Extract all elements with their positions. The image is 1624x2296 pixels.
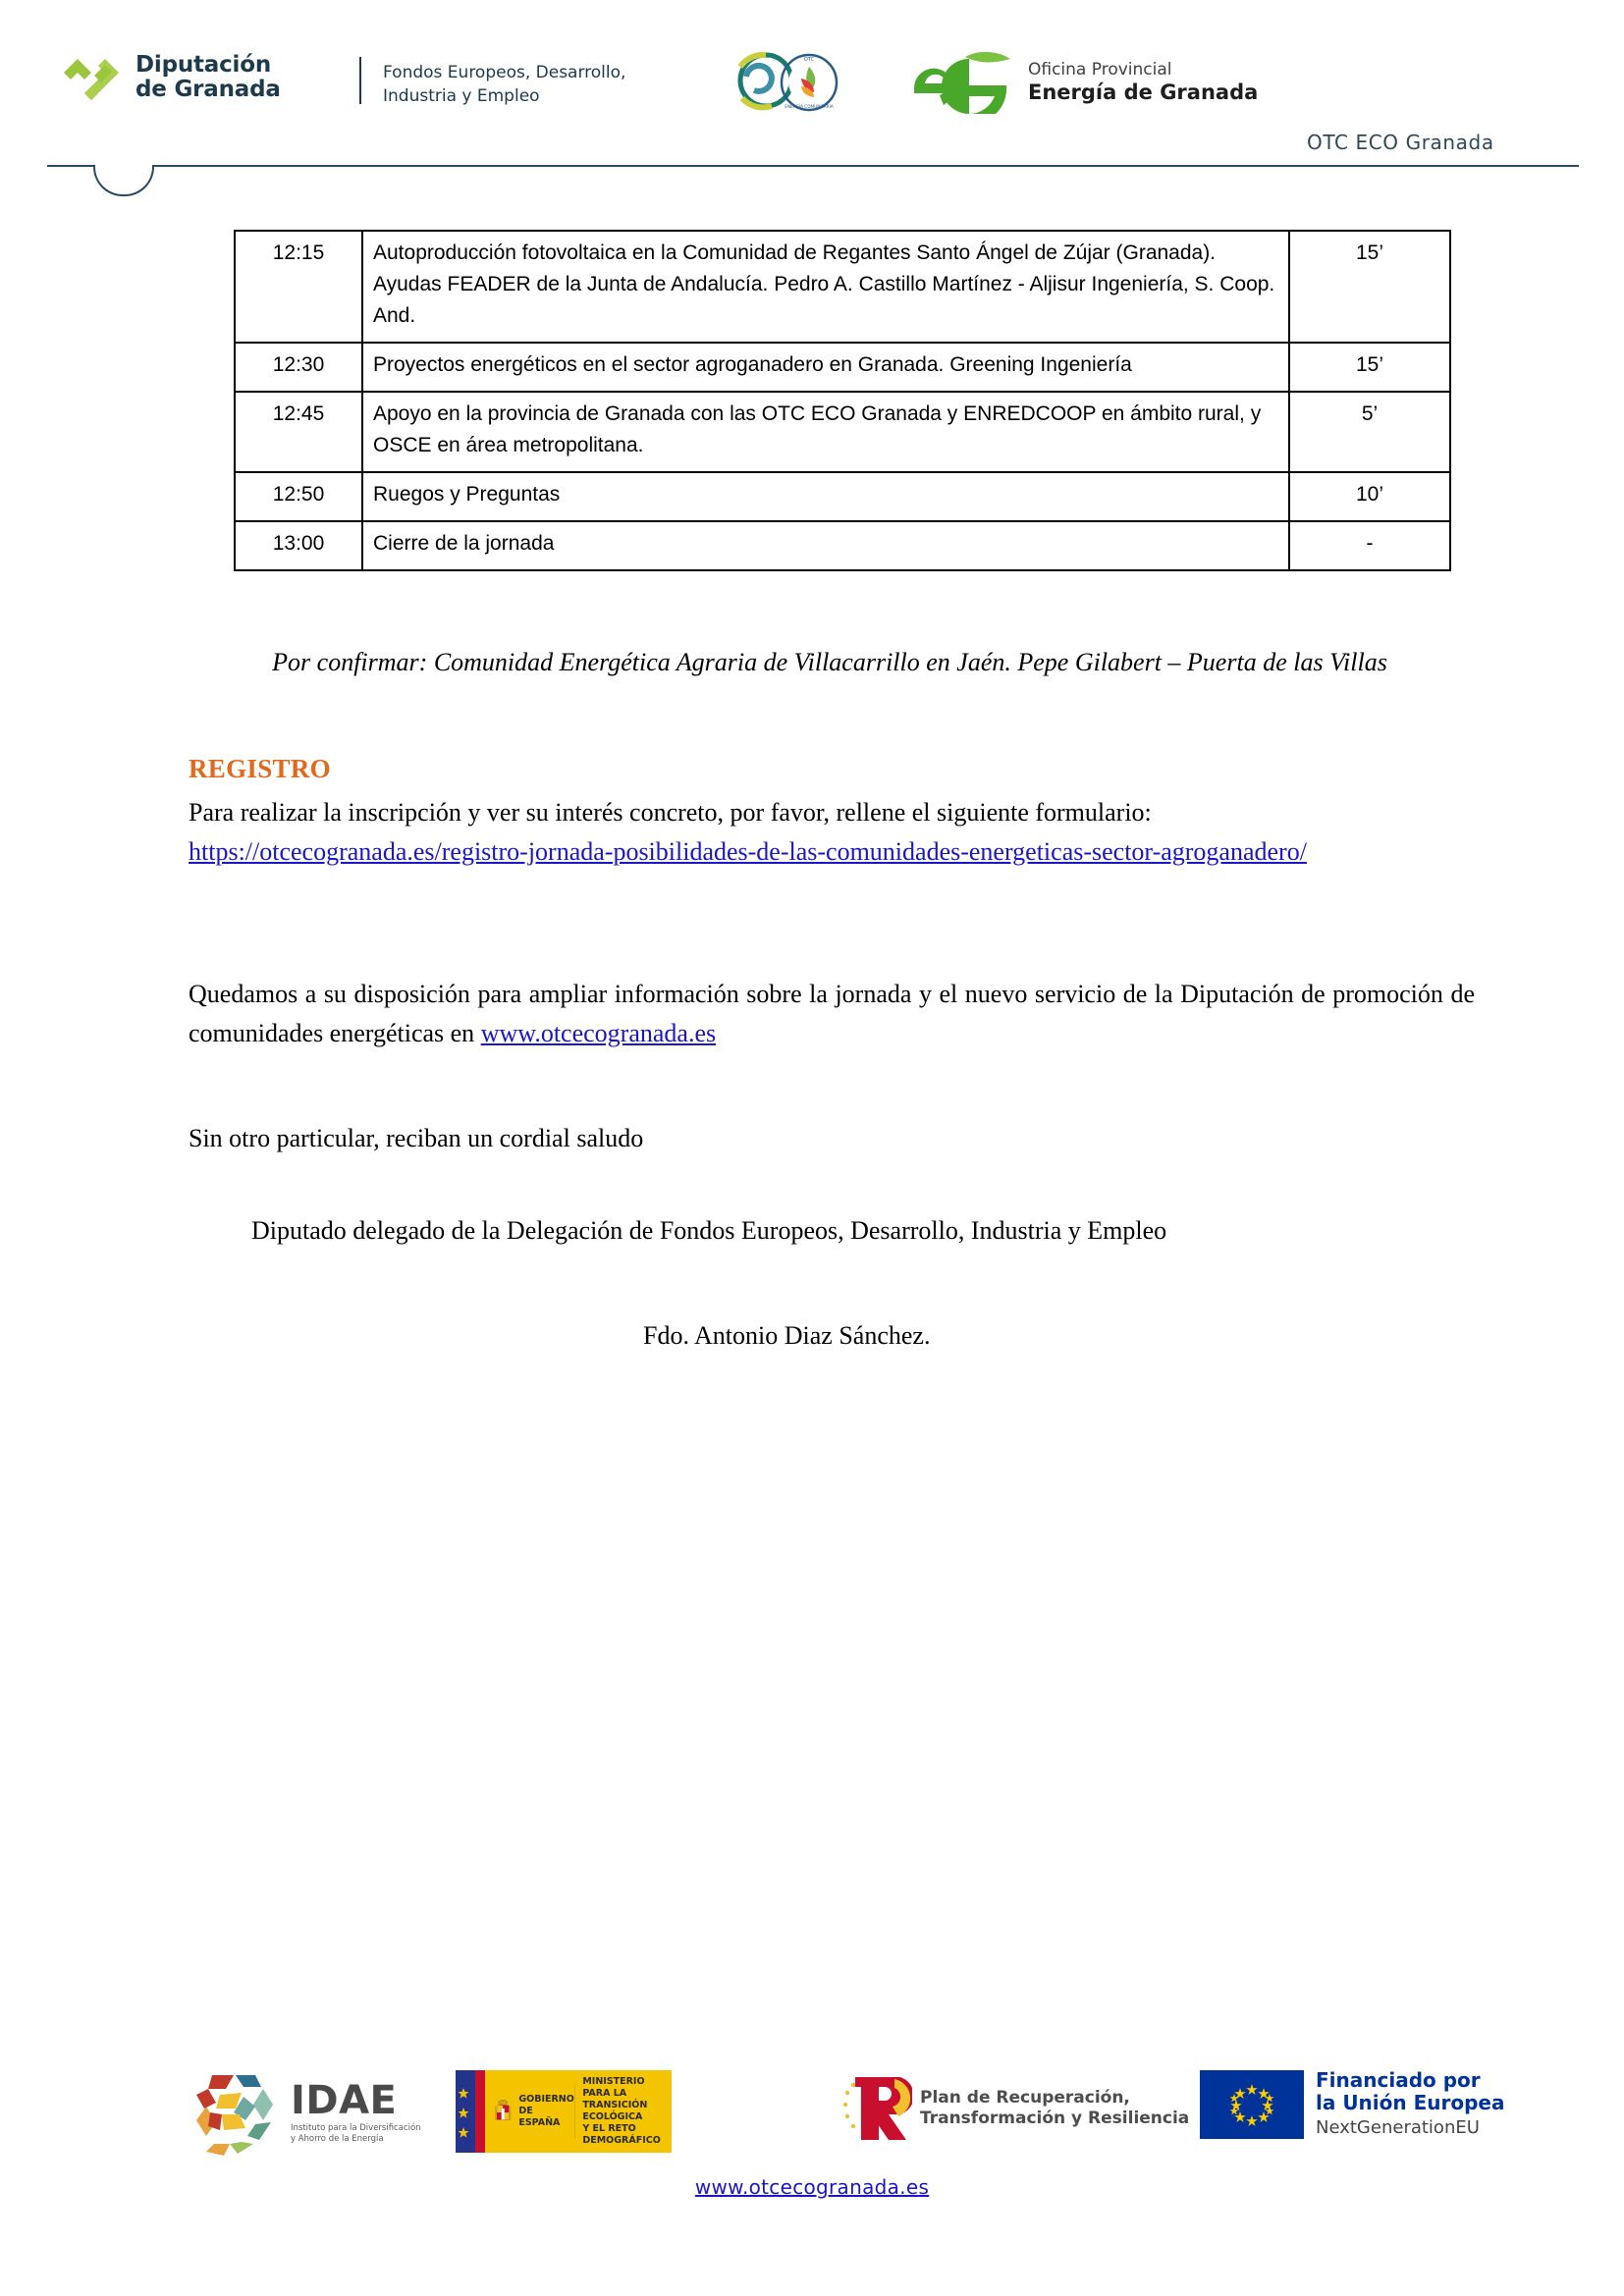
row-time: 12:45	[235, 392, 362, 472]
eu-line-2: la Unión Europea	[1316, 2091, 1505, 2114]
row-time: 12:15	[235, 231, 362, 343]
org-line-1: Diputación	[135, 52, 272, 78]
row-time: 13:00	[235, 521, 362, 570]
idae-mark-icon	[187, 2065, 281, 2160]
table-row	[235, 343, 1450, 392]
pending-confirmation-note: Por confirmar: Comunidad Energética Agraria de Villacarrillo en Jaén. Pepe Gilabert – Puerta de las Villas	[272, 648, 1387, 676]
diputacion-mark-icon	[61, 53, 122, 102]
row-description: Ruegos y Preguntas	[362, 472, 1289, 521]
header-rule	[47, 165, 1579, 167]
row-duration: 15’	[1289, 231, 1450, 343]
page-header	[0, 0, 1624, 175]
row-description: Apoyo en la provincia de Granada con las OTC ECO Granada y ENREDCOOP en ámbito rural, y OSCE en área metropolitana.	[362, 392, 1289, 472]
department-label	[383, 61, 625, 108]
table-row	[235, 392, 1450, 472]
svg-text:OTC: OTC	[803, 57, 815, 63]
row-duration: 10’	[1289, 472, 1450, 521]
svg-text:ENERGÍA COMUNITARIA: ENERGÍA COMUNITARIA	[785, 104, 834, 109]
row-description: Proyectos energéticos en el sector agroganadero en Granada. Greening Ingeniería	[362, 343, 1289, 392]
prtr-mark-icon	[839, 2071, 912, 2146]
registro-heading: REGISTRO	[189, 754, 331, 783]
row-time: 12:50	[235, 472, 362, 521]
agenda-table	[234, 230, 1451, 571]
ministerio-line-3: Y EL RETO DEMOGRÁFICO	[582, 2123, 661, 2146]
eco-comunidades-energeticas-logo-icon	[729, 47, 856, 114]
prtr-wordmark	[920, 2088, 1189, 2129]
energia-granada-line-1: Oficina Provincial	[1028, 59, 1172, 80]
row-duration: 5’	[1289, 392, 1450, 472]
footer-logos	[0, 2059, 1624, 2167]
contact-paragraph-text: Quedamos a su disposición para ampliar información sobre la jornada y el nuevo servicio de la Diputación de promoción de comunidades energéticas en	[189, 980, 1475, 1047]
ministerio-label	[582, 2076, 672, 2147]
idae-subtitle-line-1: Instituto para la Diversificación	[291, 2122, 421, 2133]
header-divider	[359, 57, 361, 104]
department-line-2: Industria y Empleo	[383, 86, 540, 106]
idae-subtitle	[291, 2123, 421, 2145]
otc-eco-granada-label: OTC ECO Granada	[1307, 131, 1494, 154]
diputacion-logo	[61, 53, 281, 102]
ministerio-line-1: MINISTERIO	[582, 2076, 645, 2087]
table-row	[235, 521, 1450, 570]
idae-logo	[187, 2065, 421, 2160]
registration-form-link[interactable]: https://otcecogranada.es/registro-jornada-posibilidades-de-las-comunidades-energeticas-sector-agroganadero/	[189, 837, 1307, 866]
eg-mark-icon	[908, 49, 1018, 114]
idae-subtitle-line-2: y Ahorro de la Energía	[291, 2133, 384, 2144]
gobierno-de-espana-logo	[456, 2070, 672, 2153]
gobierno-divider	[574, 2084, 575, 2139]
spain-coat-of-arms-icon	[493, 2082, 513, 2141]
signer-position: Diputado delegado de la Delegación de Fondos Europeos, Desarrollo, Industria y Empleo	[251, 1216, 1167, 1245]
energia-granada-line-2: Energía de Granada	[1028, 80, 1259, 104]
eu-wordmark	[1316, 2069, 1504, 2139]
registration-instructions: Para realizar la inscripción y ver su interés concreto, por favor, rellene el siguiente formulario:	[189, 798, 1152, 827]
eu-line-3: NextGenerationEU	[1316, 2117, 1480, 2138]
prtr-line-1: Plan de Recuperación,	[920, 2088, 1130, 2108]
website-inline-link[interactable]: www.otcecogranada.es	[480, 1019, 717, 1047]
gobierno-line-1: GOBIERNO	[518, 2094, 574, 2105]
ministerio-line-2: PARA LA TRANSICIÓN ECOLÓGICA	[582, 2088, 648, 2122]
row-duration: 15’	[1289, 343, 1450, 392]
eu-line-1: Financiado por	[1316, 2068, 1481, 2092]
table-row	[235, 231, 1450, 343]
signer-name: Fdo. Antonio Diaz Sánchez.	[643, 1321, 931, 1350]
eu-flag-icon	[1200, 2070, 1304, 2139]
eu-funding-logo	[1200, 2069, 1504, 2139]
prtr-line-2: Transformación y Resiliencia	[920, 2109, 1190, 2128]
row-description: Autoproducción fotovoltaica en la Comunidad de Regantes Santo Ángel de Zújar (Granada). Ayudas FEADER de la Junta de Andalucía. Pedro A. Castillo Martínez - Aljisur Ingeniería, S. Coop. And.	[362, 231, 1289, 343]
department-line-1: Fondos Europeos, Desarrollo,	[383, 63, 626, 82]
row-time: 12:30	[235, 343, 362, 392]
contact-paragraph	[189, 975, 1475, 1053]
table-row	[235, 472, 1450, 521]
gobierno-line-2: DE ESPAÑA	[518, 2106, 561, 2128]
footer-website-link[interactable]: www.otcecogranada.es	[694, 2175, 930, 2199]
idae-wordmark	[291, 2077, 421, 2145]
energia-granada-logo	[908, 49, 1258, 114]
row-description: Cierre de la jornada	[362, 521, 1289, 570]
org-line-2: de Granada	[135, 77, 281, 102]
row-duration: -	[1289, 521, 1450, 570]
header-tab-decoration	[93, 165, 154, 196]
plan-recuperacion-logo	[839, 2071, 1189, 2146]
spain-flag-icon	[456, 2070, 493, 2153]
diputacion-wordmark	[135, 53, 281, 102]
idae-name: IDAE	[291, 2077, 398, 2123]
gobierno-label	[518, 2094, 573, 2129]
closing-greeting: Sin otro particular, reciban un cordial saludo	[189, 1124, 644, 1152]
